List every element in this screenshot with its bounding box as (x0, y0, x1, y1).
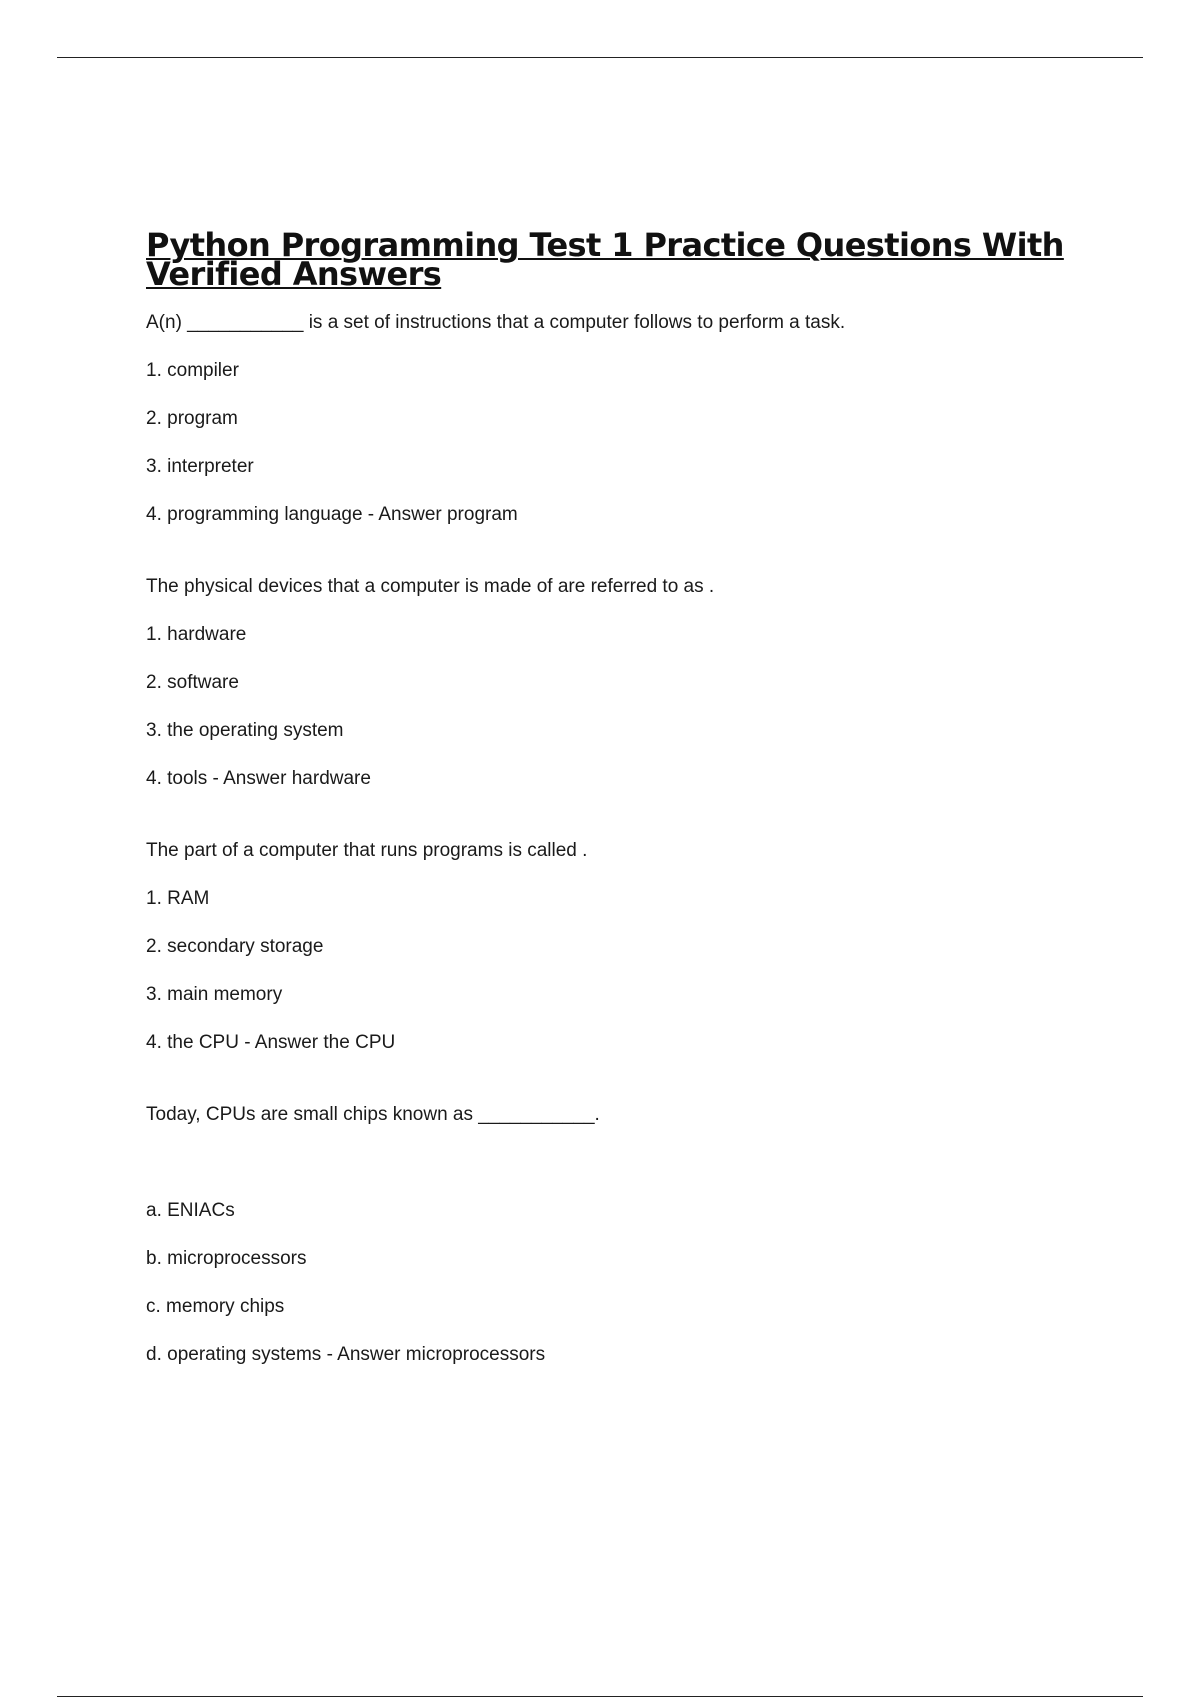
answer-option: 1. compiler (146, 360, 239, 381)
answer-option: 1. hardware (146, 624, 247, 645)
answer-option: b. microprocessors (146, 1248, 307, 1269)
answer-option: 3. interpreter (146, 456, 254, 477)
title-line-2: Verified Answers (146, 255, 442, 293)
title-line-1: Python Programming Test 1 Practice Questions With (146, 226, 1064, 264)
document-title (146, 226, 1086, 293)
answer-option: 2. program (146, 408, 238, 429)
question-block (146, 311, 1086, 527)
header-rule (57, 57, 1143, 58)
answer-option: 2. software (146, 672, 239, 693)
question-text: A(n) ___________ is a set of instructions that a computer follows to perform a task. (146, 312, 846, 333)
answer-option: a. ENIACs (146, 1200, 235, 1221)
answer-option: 3. the operating system (146, 720, 344, 741)
question-block (146, 839, 1086, 1055)
question-block (146, 575, 1086, 791)
answer-option: 3. main memory (146, 984, 283, 1005)
question-list (146, 311, 1086, 1367)
question-text: The physical devices that a computer is made of are referred to as . (146, 576, 715, 597)
question-text: Today, CPUs are small chips known as ___________. (146, 1104, 600, 1125)
answer-option: d. operating systems - Answer microprocessors (146, 1344, 546, 1365)
question-block (146, 1103, 1086, 1367)
answer-option: 4. tools - Answer hardware (146, 768, 371, 789)
footer-rule (57, 1696, 1143, 1697)
answer-option: 4. the CPU - Answer the CPU (146, 1032, 396, 1053)
question-text: The part of a computer that runs programs is called . (146, 840, 588, 861)
answer-option: c. memory chips (146, 1296, 285, 1317)
answer-option: 4. programming language - Answer program (146, 504, 518, 525)
answer-option: 1. RAM (146, 888, 210, 909)
answer-option: 2. secondary storage (146, 936, 324, 957)
document-body (146, 226, 1086, 1415)
